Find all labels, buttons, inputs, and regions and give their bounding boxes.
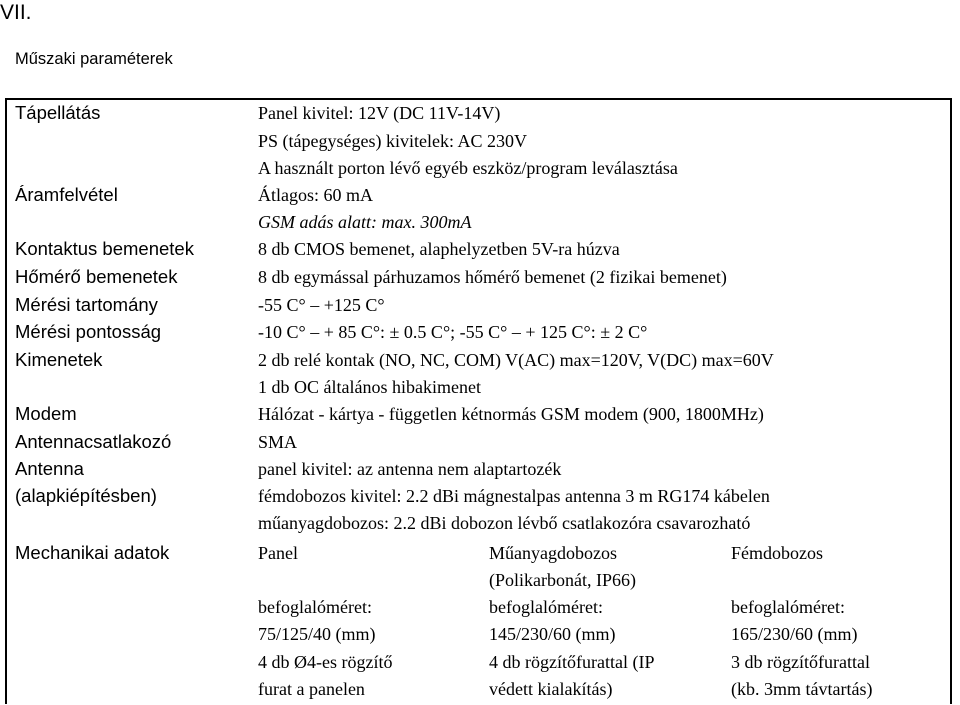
mech-metal-size-label: befoglalóméret: [731,597,845,617]
mech-metal-name: Fémdobozos [731,543,823,563]
outputs-relay-value: 2 db relé kontak (NO, NC, COM) V(AC) max=120V, V(DC) max=60V [258,350,774,370]
row-label-contact-inputs: Kontaktus bemenetek [15,238,194,259]
current-average-value: Átlagos: 60 mA [258,185,373,205]
mech-plastic-name: Műanyagdobozos [489,543,617,563]
row-label-antenna-connector: Antennacsatlakozó [15,431,172,452]
contact-inputs-value: 8 db CMOS bemenet, alaphelyzetben 5V-ra húzva [258,239,620,259]
row-label-power: Tápellátás [15,102,101,123]
power-isolation-value: A használt porton lévő egyéb eszköz/program leválasztása [258,158,678,178]
row-label-range: Mérési tartomány [15,294,158,315]
mech-plastic-size-label: befoglalóméret: [489,597,603,617]
row-label-mechanical: Mechanikai adatok [15,542,170,563]
power-panel-value: Panel kivitel: 12V (DC 11V-14V) [258,103,501,123]
row-label-accuracy: Mérési pontosság [15,321,162,342]
power-ps-value: PS (tápegységes) kivitelek: AC 230V [258,131,527,151]
antenna-plastic-value: műanyagdobozos: 2.2 dBi dobozon lévbő csatlakozóra csavarozható [258,513,751,533]
mech-panel-size-label: befoglalóméret: [258,597,372,617]
mech-panel-mount-line2: furat a panelen [258,679,365,699]
mech-metal-mount-line1: 3 db rögzítőfurattal [731,652,870,672]
mech-plastic-size: 145/230/60 (mm) [489,624,616,644]
mech-panel-mount-line1: 4 db Ø4-es rögzítő [258,652,393,672]
antenna-panel-value: panel kivitel: az antenna nem alaptartozék [258,459,562,479]
modem-value: Hálózat - kártya - független kétnormás GSM modem (900, 1800MHz) [258,404,764,424]
mech-metal-size: 165/230/60 (mm) [731,624,858,644]
mech-panel-size: 75/125/40 (mm) [258,624,376,644]
antenna-metal-value: fémdobozos kivitel: 2.2 dBi mágnestalpas antenna 3 m RG174 kábelen [258,486,770,506]
mech-panel-name: Panel [258,543,298,563]
mech-plastic-mount-line2: védett kialakítás) [489,679,613,699]
mech-plastic-mount-line1: 4 db rögzítőfurattal (IP [489,652,655,672]
antenna-connector-value: SMA [258,432,298,452]
thermo-inputs-value: 8 db egymással párhuzamos hőmérő bemenet (2 fizikai bemenet) [258,267,727,287]
table-right-border [950,98,952,704]
accuracy-value: -10 C° – + 85 C°: ± 0.5 C°; -55 C° – + 125 C°: ± 2 C° [258,322,648,342]
row-label-antenna: Antenna [15,458,84,479]
row-label-outputs: Kimenetek [15,349,103,370]
row-label-modem: Modem [15,403,77,424]
table-left-border [5,98,7,704]
section-number: VII. [0,1,32,24]
range-value: -55 C° – +125 C° [258,295,385,315]
section-title: Műszaki paraméterek [15,50,173,68]
mech-metal-mount-line2: (kb. 3mm távtartás) [731,679,873,699]
row-label-antenna-sub: (alapkiépítésben) [15,485,157,506]
mech-plastic-material: (Polikarbonát, IP66) [489,570,636,590]
row-label-thermo-inputs: Hőmérő bemenetek [15,266,178,287]
row-label-current: Áramfelvétel [15,184,118,205]
outputs-oc-value: 1 db OC általános hibakimenet [258,377,481,397]
table-top-border [5,98,951,100]
current-gsm-value: GSM adás alatt: max. 300mA [258,212,472,232]
